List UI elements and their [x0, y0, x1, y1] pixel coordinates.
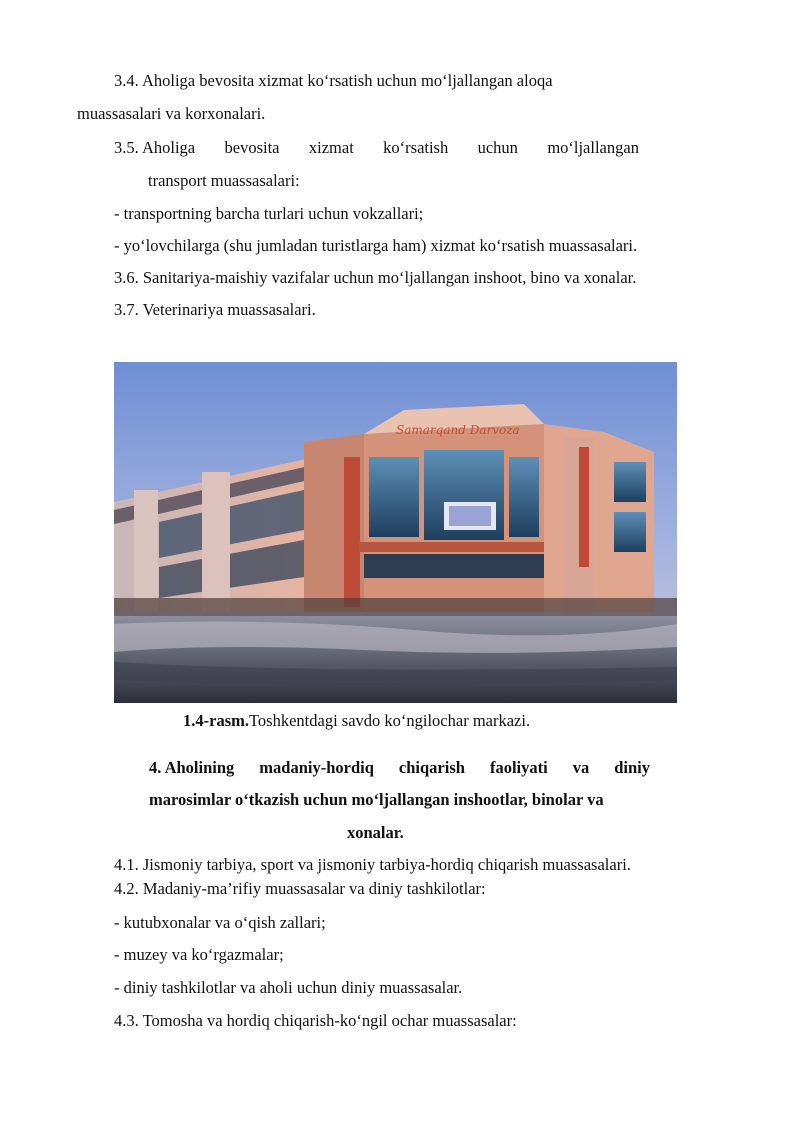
item-4-2: 4.2. Madaniy-ma’rifiy muassasalar va diniy tashkilotlar: — [114, 879, 486, 898]
figure-caption — [183, 711, 530, 731]
list-item-muzey: - muzey va ko‘rgazmalar; — [114, 945, 284, 964]
list-item-diniy: - diniy tashkilotlar va aholi uchun diniy muassasalar. — [114, 978, 463, 997]
word: mo‘ljallangan — [547, 138, 639, 157]
list-item-kutubxonalar: - kutubxonalar va o‘qish zallari; — [114, 913, 326, 932]
item-3-4-line2: muassasalari va korxonalari. — [77, 104, 266, 123]
item-3-5-line1 — [114, 138, 639, 158]
item-3-5-line2: transport muassasalari: — [148, 171, 300, 190]
item-4-3: 4.3. Tomosha va hordiq chiqarish-ko‘ngil ochar muassasalar: — [114, 1011, 517, 1030]
list-item-yolovchilar: - yo‘lovchilarga (shu jumladan turistlarga ham) xizmat ko‘rsatish muassasalari. — [114, 236, 638, 255]
caption-label: 1.4-rasm. — [183, 711, 249, 730]
word: 3.5. Aholiga — [114, 138, 196, 157]
word: 4. Aholining — [149, 758, 235, 777]
word: uchun — [477, 138, 518, 157]
word: madaniy-hordiq — [259, 758, 374, 777]
building-photo — [114, 362, 677, 703]
item-3-6: 3.6. Sanitariya-maishiy vazifalar uchun mo‘ljallangan inshoot, bino va xonalar. — [114, 268, 637, 287]
caption-text: Toshkentdagi savdo ko‘ngilochar markazi. — [248, 711, 531, 730]
sign-text: Samarqand Darvoza — [396, 423, 520, 437]
word: chiqarish — [398, 758, 465, 777]
item-4-1: 4.1. Jismoniy tarbiya, sport va jismoniy tarbiya-hordiq chiqarish muassasalari. — [114, 855, 631, 874]
word: va — [572, 758, 590, 777]
word: xizmat — [308, 138, 354, 157]
word: ko‘rsatish — [383, 138, 449, 157]
section-4-heading-line1 — [149, 758, 650, 778]
word: faoliyati — [489, 758, 548, 777]
word: diniy — [614, 758, 650, 777]
word: bevosita — [224, 138, 280, 157]
section-4-heading-line3: xonalar. — [347, 823, 404, 842]
item-3-4-line1: 3.4. Aholiga bevosita xizmat ko‘rsatish uchun mo‘ljallangan aloqa — [114, 71, 553, 90]
section-4-heading-line2: marosimlar o‘tkazish uchun mo‘ljallangan inshootlar, binolar va — [149, 790, 604, 809]
item-3-7: 3.7. Veterinariya muassasalari. — [114, 300, 316, 319]
list-item-vokzallar: - transportning barcha turlari uchun vokzallari; — [114, 204, 424, 223]
